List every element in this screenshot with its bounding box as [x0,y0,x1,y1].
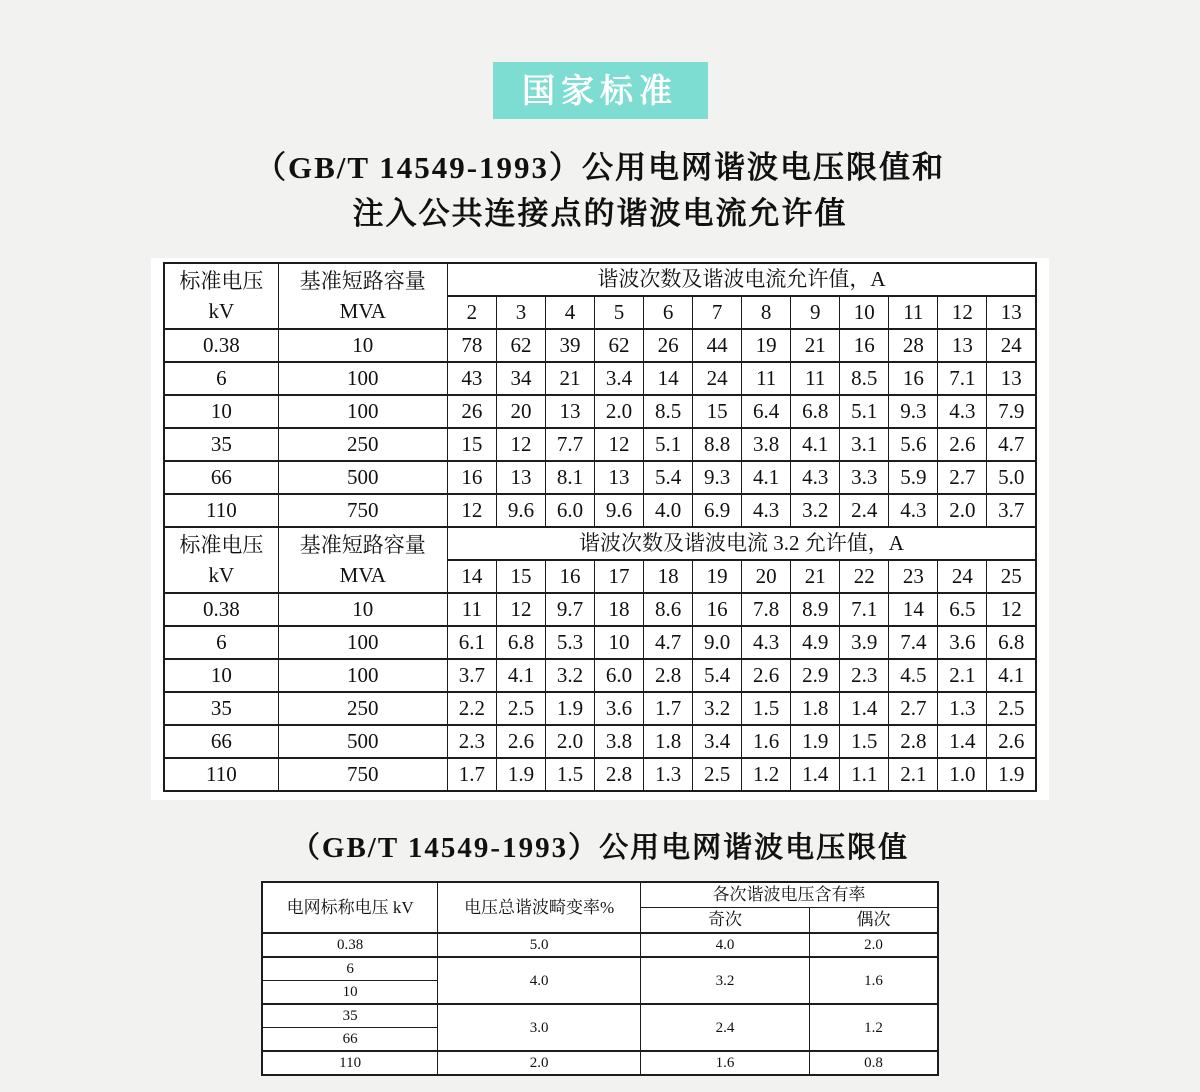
current-value-cell: 8.9 [791,593,840,626]
voltage-unit-label: kV [208,563,235,587]
current-value-cell: 4.3 [791,461,840,494]
harmonic-order-cell: 6 [644,296,693,329]
current-value-cell: 2.1 [938,659,987,692]
voltage-unit-label: kV [208,299,235,323]
current-value-cell: 26 [644,329,693,362]
current-value-cell: 11 [791,362,840,395]
harmonic-order-cell: 15 [496,560,545,593]
badge-container [0,0,1200,119]
voltage-cell: 10 [262,981,438,1005]
current-value-cell: 4.5 [889,659,938,692]
current-value-cell: 1.5 [742,692,791,725]
current-value-cell: 4.9 [791,626,840,659]
current-value-cell: 2.6 [742,659,791,692]
harmonic-order-cell: 23 [889,560,938,593]
current-value-cell: 4.1 [742,461,791,494]
current-value-cell: 6.4 [742,395,791,428]
current-value-cell: 16 [889,362,938,395]
current-value-cell: 11 [447,593,496,626]
harmonic-span-header: 谐波次数及谐波电流 3.2 允许值，A [447,527,1036,560]
harmonic-order-cell: 17 [595,560,644,593]
current-value-cell: 5.1 [840,395,889,428]
current-value-cell: 21 [545,362,594,395]
current-value-cell: 10 [595,626,644,659]
voltage-cell: 0.38 [164,593,278,626]
current-value-cell: 11 [742,362,791,395]
current-value-cell: 14 [889,593,938,626]
table-row [164,692,1036,725]
current-value-cell: 4.3 [938,395,987,428]
current-value-cell: 2.3 [447,725,496,758]
current-value-cell: 2.0 [938,494,987,527]
even-cell: 2.0 [810,933,938,957]
capacity-cell: 100 [278,626,447,659]
current-value-cell: 8.8 [693,428,742,461]
current-value-cell: 62 [496,329,545,362]
harmonic-order-cell: 4 [545,296,594,329]
odd-cell: 3.2 [641,957,810,1004]
harmonic-order-cell: 14 [447,560,496,593]
current-value-cell: 1.5 [840,725,889,758]
voltage-cell: 6 [164,626,278,659]
current-value-cell: 12 [447,494,496,527]
harmonic-order-cell: 2 [447,296,496,329]
current-value-cell: 4.1 [496,659,545,692]
table-row [262,1051,938,1075]
current-value-cell: 9.6 [595,494,644,527]
current-value-cell: 1.4 [791,758,840,791]
current-value-cell: 2.5 [987,692,1036,725]
national-standard-badge: 国家标准 [493,62,708,119]
current-value-cell: 2.6 [496,725,545,758]
t2-even-header: 偶次 [810,908,938,934]
current-value-cell: 6.1 [447,626,496,659]
current-value-cell: 24 [987,329,1036,362]
harmonic-order-cell: 7 [693,296,742,329]
even-cell: 1.2 [810,1004,938,1051]
current-value-cell: 26 [447,395,496,428]
voltage-cell: 35 [262,1004,438,1028]
t2-odd-header: 奇次 [641,908,810,934]
odd-cell: 2.4 [641,1004,810,1051]
current-value-cell: 2.7 [889,692,938,725]
harmonic-order-cell: 20 [742,560,791,593]
current-value-cell: 2.0 [545,725,594,758]
current-value-cell: 78 [447,329,496,362]
harmonic-order-cell: 24 [938,560,987,593]
current-value-cell: 2.8 [595,758,644,791]
capacity-cell: 100 [278,395,447,428]
current-value-cell: 2.8 [644,659,693,692]
current-value-cell: 8.1 [545,461,594,494]
current-value-cell: 6.0 [545,494,594,527]
table-row [164,329,1036,362]
voltage-cell: 6 [262,957,438,981]
current-value-cell: 6.8 [987,626,1036,659]
capacity-cell: 250 [278,692,447,725]
current-value-cell: 43 [447,362,496,395]
even-cell: 1.6 [810,957,938,1004]
current-value-cell: 7.9 [987,395,1036,428]
current-value-cell: 3.3 [840,461,889,494]
current-value-cell: 8.5 [644,395,693,428]
harmonic-order-cell: 16 [545,560,594,593]
main-title-line1: （GB/T 14549-1993）公用电网谐波电压限值和 [254,150,946,185]
current-value-cell: 1.6 [742,725,791,758]
current-value-cell: 6.9 [693,494,742,527]
capacity-unit-label: MVA [339,563,386,587]
table-row [164,494,1036,527]
current-value-cell: 7.8 [742,593,791,626]
capacity-cell: 100 [278,659,447,692]
current-value-cell: 1.4 [938,725,987,758]
current-value-cell: 2.6 [938,428,987,461]
current-value-cell: 2.8 [889,725,938,758]
current-value-cell: 3.2 [545,659,594,692]
current-value-cell: 7.7 [545,428,594,461]
current-value-cell: 1.8 [644,725,693,758]
current-value-cell: 5.4 [693,659,742,692]
odd-cell: 4.0 [641,933,810,957]
harmonic-order-cell: 22 [840,560,889,593]
harmonic-order-cell: 8 [742,296,791,329]
current-value-cell: 1.3 [644,758,693,791]
t1-header-row [164,263,1036,296]
current-value-cell: 1.9 [987,758,1036,791]
capacity-cell: 500 [278,461,447,494]
current-value-cell: 18 [595,593,644,626]
current-value-cell: 1.9 [791,725,840,758]
current-value-cell: 3.9 [840,626,889,659]
voltage-header-cell [164,527,278,593]
current-value-cell: 5.0 [987,461,1036,494]
current-value-cell: 13 [938,329,987,362]
current-value-cell: 2.5 [496,692,545,725]
current-value-cell: 1.1 [840,758,889,791]
harmonic-order-cell: 10 [840,296,889,329]
current-value-cell: 13 [545,395,594,428]
current-value-cell: 6.0 [595,659,644,692]
current-value-cell: 1.7 [447,758,496,791]
odd-cell: 1.6 [641,1051,810,1075]
current-value-cell: 24 [693,362,742,395]
current-value-cell: 4.1 [791,428,840,461]
current-value-cell: 2.6 [987,725,1036,758]
current-value-cell: 4.7 [987,428,1036,461]
capacity-cell: 250 [278,428,447,461]
current-value-cell: 6.8 [496,626,545,659]
current-value-cell: 12 [987,593,1036,626]
current-value-cell: 3.4 [595,362,644,395]
voltage-header-label: 标准电压 [179,269,264,293]
capacity-unit-label: MVA [339,299,386,323]
t2-header-row [262,882,938,908]
current-value-cell: 3.4 [693,725,742,758]
current-value-cell: 9.7 [545,593,594,626]
voltage-cell: 6 [164,362,278,395]
voltage-cell: 110 [164,494,278,527]
thd-cell: 3.0 [438,1004,641,1051]
current-value-cell: 7.1 [938,362,987,395]
current-value-cell: 9.6 [496,494,545,527]
harmonic-order-cell: 5 [595,296,644,329]
voltage-cell: 35 [164,692,278,725]
harmonic-order-cell: 19 [693,560,742,593]
current-value-cell: 19 [742,329,791,362]
capacity-cell: 500 [278,725,447,758]
table-row [164,395,1036,428]
current-value-cell: 2.2 [447,692,496,725]
harmonic-order-cell: 3 [496,296,545,329]
current-value-cell: 13 [987,362,1036,395]
current-value-cell: 1.5 [545,758,594,791]
harmonic-voltage-panel [261,881,939,1076]
current-value-cell: 1.8 [791,692,840,725]
harmonic-current-panel [151,258,1049,800]
current-value-cell: 5.9 [889,461,938,494]
current-value-cell: 3.7 [447,659,496,692]
voltage-header-cell [164,263,278,329]
voltage-cell: 110 [164,758,278,791]
t2-thd-header: 电压总谐波畸变率% [438,882,641,933]
capacity-cell: 10 [278,329,447,362]
voltage-cell: 66 [164,725,278,758]
harmonic-order-cell: 18 [644,560,693,593]
current-value-cell: 5.1 [644,428,693,461]
current-value-cell: 62 [595,329,644,362]
voltage-header-label: 标准电压 [179,533,264,557]
table-row [262,1004,938,1028]
current-value-cell: 2.5 [693,758,742,791]
current-value-cell: 21 [791,329,840,362]
current-value-cell: 3.7 [987,494,1036,527]
capacity-cell: 750 [278,758,447,791]
current-value-cell: 7.1 [840,593,889,626]
current-value-cell: 2.9 [791,659,840,692]
table-row [164,659,1036,692]
capacity-header-label: 基准短路容量 [299,533,426,557]
current-value-cell: 1.0 [938,758,987,791]
harmonic-order-cell: 11 [889,296,938,329]
harmonic-voltage-table [261,881,939,1076]
current-value-cell: 16 [693,593,742,626]
current-value-cell: 3.8 [742,428,791,461]
voltage-cell: 66 [164,461,278,494]
current-value-cell: 7.4 [889,626,938,659]
current-value-cell: 4.3 [742,494,791,527]
current-value-cell: 5.6 [889,428,938,461]
current-value-cell: 15 [447,428,496,461]
current-value-cell: 16 [447,461,496,494]
current-value-cell: 12 [496,428,545,461]
capacity-cell: 100 [278,362,447,395]
voltage-cell: 10 [164,659,278,692]
capacity-header-cell [278,527,447,593]
t2-group-header: 各次谐波电压含有率 [641,882,938,908]
current-value-cell: 28 [889,329,938,362]
even-cell: 0.8 [810,1051,938,1075]
current-value-cell: 2.1 [889,758,938,791]
voltage-cell: 10 [164,395,278,428]
current-value-cell: 1.2 [742,758,791,791]
harmonic-order-cell: 13 [987,296,1036,329]
current-value-cell: 16 [840,329,889,362]
thd-cell: 5.0 [438,933,641,957]
capacity-cell: 10 [278,593,447,626]
table-row [164,428,1036,461]
harmonic-order-cell: 25 [987,560,1036,593]
current-value-cell: 3.2 [693,692,742,725]
current-value-cell: 13 [496,461,545,494]
current-value-cell: 2.0 [595,395,644,428]
voltage-cell: 66 [262,1028,438,1052]
current-value-cell: 1.4 [840,692,889,725]
current-value-cell: 2.4 [840,494,889,527]
current-value-cell: 1.9 [545,692,594,725]
voltage-cell: 0.38 [262,933,438,957]
thd-cell: 4.0 [438,957,641,1004]
harmonic-order-cell: 9 [791,296,840,329]
current-value-cell: 4.3 [742,626,791,659]
current-value-cell: 34 [496,362,545,395]
voltage-cell: 110 [262,1051,438,1075]
current-value-cell: 3.6 [595,692,644,725]
table-row [164,725,1036,758]
current-value-cell: 4.1 [987,659,1036,692]
current-value-cell: 12 [595,428,644,461]
current-value-cell: 15 [693,395,742,428]
current-value-cell: 13 [595,461,644,494]
current-value-cell: 6.8 [791,395,840,428]
harmonic-order-cell: 21 [791,560,840,593]
current-value-cell: 2.3 [840,659,889,692]
table-row [164,758,1036,791]
current-value-cell: 3.8 [595,725,644,758]
main-title-line2: 注入公共连接点的谐波电流允许值 [352,196,848,231]
current-value-cell: 9.0 [693,626,742,659]
table-row [262,957,938,981]
current-value-cell: 44 [693,329,742,362]
t2-voltage-header: 电网标称电压 kV [262,882,438,933]
current-value-cell: 3.6 [938,626,987,659]
t1-header-row [164,527,1036,560]
table-row [164,362,1036,395]
current-value-cell: 3.1 [840,428,889,461]
current-value-cell: 4.0 [644,494,693,527]
second-title: （GB/T 14549-1993）公用电网谐波电压限值 [290,832,910,864]
current-value-cell: 9.3 [889,395,938,428]
table-row [164,593,1036,626]
harmonic-span-header: 谐波次数及谐波电流允许值，A [447,263,1036,296]
voltage-cell: 35 [164,428,278,461]
current-value-cell: 5.3 [545,626,594,659]
current-value-cell: 12 [496,593,545,626]
table-row [164,626,1036,659]
current-value-cell: 3.2 [791,494,840,527]
current-value-cell: 1.3 [938,692,987,725]
main-title [0,145,1200,237]
current-value-cell: 20 [496,395,545,428]
current-value-cell: 14 [644,362,693,395]
current-value-cell: 4.3 [889,494,938,527]
current-value-cell: 9.3 [693,461,742,494]
current-value-cell: 2.7 [938,461,987,494]
current-value-cell: 4.7 [644,626,693,659]
thd-cell: 2.0 [438,1051,641,1075]
harmonic-current-table [163,262,1037,792]
capacity-header-cell [278,263,447,329]
current-value-cell: 1.7 [644,692,693,725]
table-row [262,933,938,957]
current-value-cell: 8.5 [840,362,889,395]
voltage-cell: 0.38 [164,329,278,362]
capacity-cell: 750 [278,494,447,527]
capacity-header-label: 基准短路容量 [299,269,426,293]
current-value-cell: 5.4 [644,461,693,494]
current-value-cell: 1.9 [496,758,545,791]
current-value-cell: 39 [545,329,594,362]
current-value-cell: 6.5 [938,593,987,626]
harmonic-order-cell: 12 [938,296,987,329]
current-value-cell: 8.6 [644,593,693,626]
table-row [164,461,1036,494]
